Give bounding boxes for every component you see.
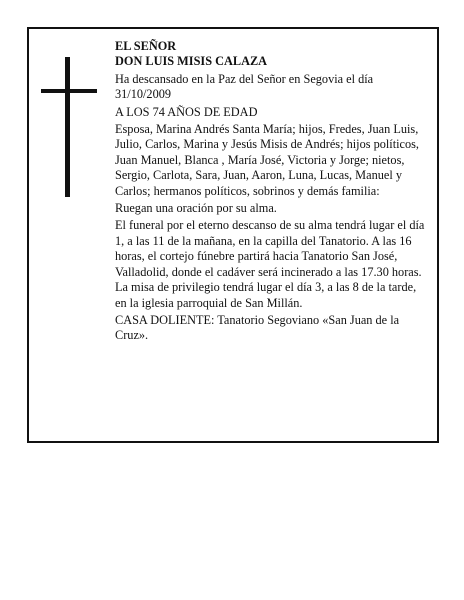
funeral-details: El funeral por el eterno descanso de su alma tendrá lugar el día 1, a las 11 de la mañana, en la capilla del Tanatorio. A las 16 horas, el cortejo fúnebre partirá hacia Tanatorio San José, Valladolid, donde el cadáver será incinerado a las 17.30 horas. La misa de privilegio tendrá lugar el día 3, a las 8 de la tarde, en la iglesia parroquial de San Millán. [115, 218, 425, 310]
obituary-text [115, 39, 425, 346]
prayer-request: Ruegan una oración por su alma. [115, 201, 277, 216]
obituary-notice [27, 27, 439, 443]
family-list: Esposa, Marina Andrés Santa María; hijos, Fredes, Juan Luis, Julio, Carlos, Marina y Jesús Misis de Andrés; hijos políticos, Juan Manuel, Blanca , María José, Victoria y Jorge; nietos, Sergio, Carlota, Sara, Juan, Aaron, Luna, Lucas, Manuel y Carlos; hermanos políticos, sobrinos y demás familia: [115, 122, 419, 198]
death-statement: Ha descansado en la Paz del Señor en Segovia el día 31/10/2009 [115, 71, 374, 102]
mourning-house: CASA DOLIENTE: Tanatorio Segoviano «San Juan de la Cruz». [115, 312, 400, 343]
deceased-name: DON LUIS MISIS CALAZA [115, 54, 268, 69]
cross-icon [41, 57, 97, 197]
age-line: A LOS 74 AÑOS DE EDAD [115, 104, 258, 119]
title-line-1: EL SEÑOR [115, 39, 177, 53]
cross-horizontal-bar [41, 89, 97, 93]
cross-vertical-bar [65, 57, 70, 197]
